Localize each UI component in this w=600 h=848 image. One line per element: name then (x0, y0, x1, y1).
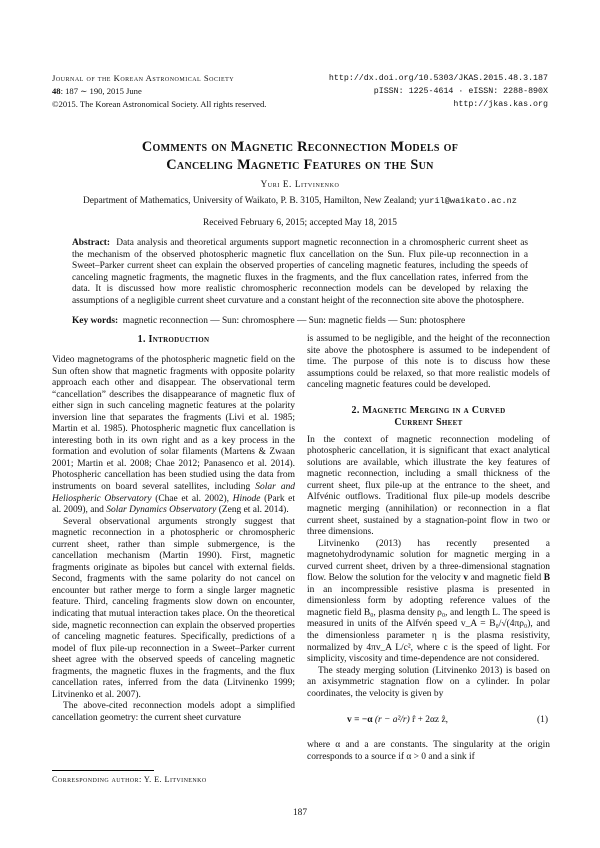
received-dates: Received February 6, 2015; accepted May 18, 2015 (203, 218, 397, 228)
right-column (307, 334, 550, 763)
section-2-heading-line-1: 2. Magnetic Merging in a Curved (351, 404, 506, 416)
intro-paragraph-3: The above-cited reconnection models adopt a simplified cancellation geometry: the current sheet curvature (52, 701, 295, 723)
section-2-heading (307, 405, 550, 429)
paper-title (52, 138, 548, 174)
abstract (72, 238, 528, 308)
journal-url[interactable]: http://jkas.kas.org (453, 100, 548, 109)
equation-1 (307, 700, 550, 740)
section-2-paragraph-2: Litvinenko (2013) has recently presented a magnetohydrodynamic solution for magnetic merging in a curved current sheet, driven by a three-dimensional stagnation flow. Below the solution for the velocity v and magnetic field B in an incompressible resistive plasma is presented in dimensionless form by adopting reference values of the magnetic field B₀, plasma density ρ₀, and length L. The speed is measured in units of the Alfvén speed v_A = B₀/√(4πρ₀), and the dimensionless parameter η is the plasma resistivity, normalized by 4πv_A L/c², where c is the speed of light. For simplicity, viscosity and time-dependence are not considered. (307, 538, 551, 665)
section-2-paragraph-4: where α and a are constants. The singularity at the origin corresponds to a source if α > 0 and a sink if (307, 740, 550, 762)
keywords-text: magnetic reconnection — Sun: chromosphere — Sun: magnetic fields — Sun: photosphere (122, 316, 466, 326)
journal-name: Journal of the Korean Astronomical Society (52, 73, 235, 83)
intro-paragraph-1: Video magnetograms of the photospheric magnetic field on the Sun often show that magnetic fragments with opposite polarity approach each other and disappear. The observational term “cancellation” describes the disappearance of magnetic flux of either sign in such canceling magnetic features at the polarity inversion line that separates the fragments (Livi et al. 1985; Martin et al. 1985). Photospheric magnetic flux cancellation is interesting both in its own right and as a key process in the formation and evolution of solar filaments (Martens & Zwaan 2001; Martin et al. 2008; Chae 2012; Panasenco et al. 2014). Photospheric cancellation has been studied using the data from instruments on board several satellites, including Solar and Heliospheric Observatory (Chae et al. 2002), Hinode (Park et al. 2009), and Solar Dynamics Observatory (Zeng et al. 2014). (52, 355, 296, 516)
footnote-rule (52, 770, 154, 771)
issn: pISSN: 1225-4614 · eISSN: 2288-890X (373, 87, 548, 96)
section-2-heading-line-2: Current Sheet (394, 416, 463, 428)
abstract-label: Abstract: (72, 238, 111, 248)
affiliation-text: Department of Mathematics, University of Waikato, P. B. 3105, Hamilton, New Zealand; (83, 196, 417, 206)
volume-info (52, 85, 266, 98)
corresponding-author-footnote: Corresponding author: Y. E. Litvinenko (52, 775, 207, 784)
affiliation (52, 196, 548, 206)
doi-header (329, 72, 548, 111)
equation-1-number: (1) (536, 714, 548, 725)
volume-pages: : 187 ∼ 190, 2015 June (60, 86, 142, 96)
section-1-heading: 1. Introduction (137, 334, 210, 345)
keywords (72, 315, 528, 327)
page-number: 187 (292, 808, 308, 818)
keywords-label: Key words: (72, 316, 119, 326)
left-column (52, 334, 295, 725)
equation-1-body: v = −α (r − a²/r) r̂ + 2αz ẑ, (347, 714, 449, 725)
doi-link[interactable]: http://dx.doi.org/10.5303/JKAS.2015.48.3.187 (328, 74, 548, 83)
author-email[interactable]: yuril@waikato.ac.nz (418, 196, 517, 206)
section-2-paragraph-1: In the context of magnetic reconnection modeling of photospheric cancellation, it is significant that exact analytical solutions are available, which illustrate the key features of magnetic reconnection, including a small thickness of the current sheet, flux pile-up at the entrance to the sheet, and Alfvénic outflows. Traditional flux pile-up models describe magnetic merging (annihilation) or reconnection in a flat current sheet, sustained by a stagnation-point flow in two or three dimensions. (307, 434, 550, 538)
intro-paragraph-3-continued: is assumed to be negligible, and the height of the reconnection site above the photosphere is assumed to be independent of time. The purpose of this note is to discuss how these assumptions could be relaxed, so that more realistic models of canceling magnetic features could be developed. (307, 334, 550, 391)
abstract-text: Data analysis and theoretical arguments support magnetic reconnection in a chromospheric current sheet as the mechanism of the observed photospheric magnetic flux cancellation on the Sun. Flux pile-up reconnection in a Sweet–Parker current sheet can explain the observed properties of canceling magnetic features, including the speeds of canceling magnetic fragments, the magnetic fluxes in the fragments, and the flux cancellation rates, inferred from the data. It is discussed how more realistic chromospheric reconnection models can be developed by relaxing the assumptions of a negligible current sheet curvature and a constant height of the reconnection site above the photosphere. (72, 238, 529, 306)
journal-header (52, 72, 266, 111)
title-line-2: Canceling Magnetic Features on the Sun (166, 157, 434, 173)
copyright: ©2015. The Korean Astronomical Society. All rights reserved. (52, 99, 267, 109)
author: Yuri E. Litvinenko (260, 179, 340, 189)
section-2-paragraph-3: The steady merging solution (Litvinenko 2013) is based on an axisymmetric stagnation flow on a cylinder. In polar coordinates, the velocity is given by (307, 665, 550, 699)
volume-number: 48 (52, 86, 61, 96)
intro-paragraph-2: Several observational arguments strongly suggest that magnetic reconnection in a photospheric or chromospheric current sheet, rather than simple submergence, is the cancellation mechanism (Martin 1990). First, magnetic fragments originate as bipoles but cancel with external fields. Second, fragments with the same polarity do not cancel on encounter but rather merge to form a single larger magnetic feature. Third, canceling fragments slow down on encounter, indicating that mutual interaction takes place. On the theoretical side, magnetic reconnection can explain the observed properties of canceling magnetic features. Specifically, predictions of a model of flux pile-up reconnection in a Sweet–Parker current sheet agree with the observed speeds of canceling magnetic fragments, the magnetic fluxes in the fragments, and the flux cancellation rates, inferred from the data (Litvinenko 1999; Litvinenko et al. 2007). (52, 516, 295, 700)
title-line-1: Comments on Magnetic Reconnection Models of (141, 139, 459, 155)
